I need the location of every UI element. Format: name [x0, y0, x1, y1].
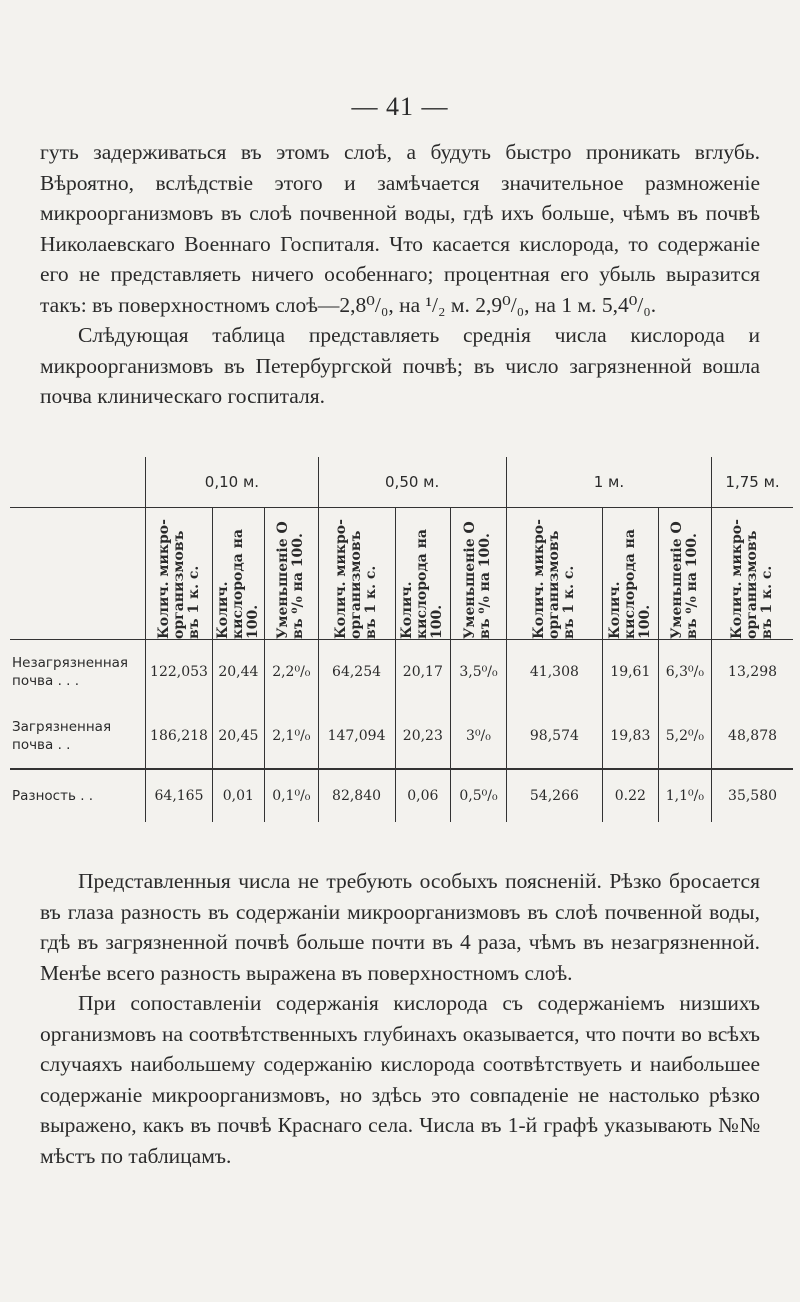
table-cell: 48,878 [712, 704, 793, 768]
table-cell: 20,44 [212, 640, 264, 704]
row-label: Незагрязненная почва . . . [12, 655, 129, 690]
table-cell: 0,1⁰/₀ [265, 769, 318, 822]
column-header: Уменьшеніе О въ ⁰/₀ на 100. [451, 508, 507, 640]
table-cell: 3⁰/₀ [451, 704, 507, 768]
row-label: Разность . . [10, 769, 146, 822]
paragraph-continued: гуть задерживаться въ этомъ слоѣ, а будуть быстро проникать вглубь. Вѣроятно, вслѣдствіе этого и замѣчается значительное размноженіе микроорганизмовъ въ слоѣ почвенной воды, гдѣ ихъ больше, чѣмъ въ почвѣ Николаевскаго Военнаго Госпиталя. Что касается кислорода, то содержаніе его не представляеть ничего особеннаго; процентная его убыль выразится такъ: въ поверхностномъ слоѣ—2,8⁰/₀, на ¹/₂ м. 2,9⁰/₀, на 1 м. 5,4⁰/₀. [40, 140, 760, 317]
column-header: Колич. микро-организмовъ въ 1 к. с. [146, 508, 212, 640]
table-cell: 0,5⁰/₀ [451, 769, 507, 822]
table-cell: 64,254 [318, 640, 395, 704]
column-header: Колич. кислорода на 100. [212, 508, 264, 640]
top-text-block [40, 137, 760, 412]
depth-header: 1,75 м. [712, 457, 793, 508]
column-header: Уменьшеніе О въ ⁰/₀ на 100. [658, 508, 711, 640]
corner-cell [10, 508, 146, 640]
column-header: Колич. кислорода на 100. [603, 508, 659, 640]
column-header: Колич. микро-организмовъ въ 1 к. с. [712, 508, 793, 640]
table-cell: 147,094 [318, 704, 395, 768]
table-cell: 64,165 [146, 769, 212, 822]
table-cell: 54,266 [506, 769, 602, 822]
data-table-wrapper [10, 457, 793, 822]
paragraph-explanation: Представленныя числа не требують особыхъ поясненій. Рѣзко бросается въ глаза разность въ содержаніи микроорганизмовъ въ слоѣ почвенной воды, гдѣ въ загрязненной почвѣ больше почти въ 4 раза, чѣмъ въ незагрязненной. Менѣе всего разность выражена въ поверхностномъ слоѣ. [40, 869, 760, 985]
table-row [10, 704, 793, 768]
table-cell: 19,83 [603, 704, 659, 768]
table-cell: 6,3⁰/₀ [658, 640, 711, 704]
column-header-row [10, 508, 793, 640]
corner-cell [10, 457, 146, 508]
table-cell: 186,218 [146, 704, 212, 768]
depth-header: 0,10 м. [146, 457, 318, 508]
table-cell: 0,01 [212, 769, 264, 822]
table-cell: 19,61 [603, 640, 659, 704]
table-cell: 41,308 [506, 640, 602, 704]
table-cell: 35,580 [712, 769, 793, 822]
page-number: — 41 — [351, 92, 449, 121]
column-header: Колич. микро-организмовъ въ 1 к. с. [318, 508, 395, 640]
column-header: Колич. микро-организмовъ въ 1 к. с. [506, 508, 602, 640]
table-cell: 2,2⁰/₀ [265, 640, 318, 704]
table-row [10, 640, 793, 704]
table-cell: 20,17 [395, 640, 451, 704]
paragraph-comparison: При сопоставленіи содержанія кислорода съ содержаніемъ низшихъ организмовъ на соотвѣтственныхъ глубинахъ оказывается, что почти во всѣхъ случаяхъ наибольшему содержанію кислорода соотвѣтствуеть и наибольшее содержаніе микроорганизмовъ, но здѣсь это совпаденіе не настолько рѣзко выражено, какъ въ почвѣ Краснаго села. Числа въ 1-й графѣ указывають №№ мѣстъ по таблицамъ. [40, 991, 760, 1168]
table-cell: 2,1⁰/₀ [265, 704, 318, 768]
column-header: Колич. кислорода на 100. [395, 508, 451, 640]
table-cell: 0,06 [395, 769, 451, 822]
table-cell: 20,45 [212, 704, 264, 768]
paragraph-table-intro: Слѣдующая таблица представляеть среднія числа кислорода и микроорганизмовъ въ Петербургской почвѣ; въ число загрязненной вошла почва клиническаго госпиталя. [40, 323, 760, 408]
table-cell: 20,23 [395, 704, 451, 768]
depth-header: 0,50 м. [318, 457, 506, 508]
soil-oxygen-microorganism-table [10, 457, 793, 822]
table-cell: 13,298 [712, 640, 793, 704]
difference-row [10, 769, 793, 822]
table-cell: 1,1⁰/₀ [658, 769, 711, 822]
bottom-text-block [40, 866, 760, 1171]
depth-header: 1 м. [506, 457, 711, 508]
table-cell: 122,053 [146, 640, 212, 704]
table-cell: 0.22 [603, 769, 659, 822]
table-cell: 82,840 [318, 769, 395, 822]
depth-header-row [10, 457, 793, 508]
column-header: Уменьшеніе О въ ⁰/₀ на 100. [265, 508, 318, 640]
table-cell: 5,2⁰/₀ [658, 704, 711, 768]
table-cell: 98,574 [506, 704, 602, 768]
row-label: Загрязненная почва . . [12, 718, 112, 753]
table-cell: 3,5⁰/₀ [451, 640, 507, 704]
